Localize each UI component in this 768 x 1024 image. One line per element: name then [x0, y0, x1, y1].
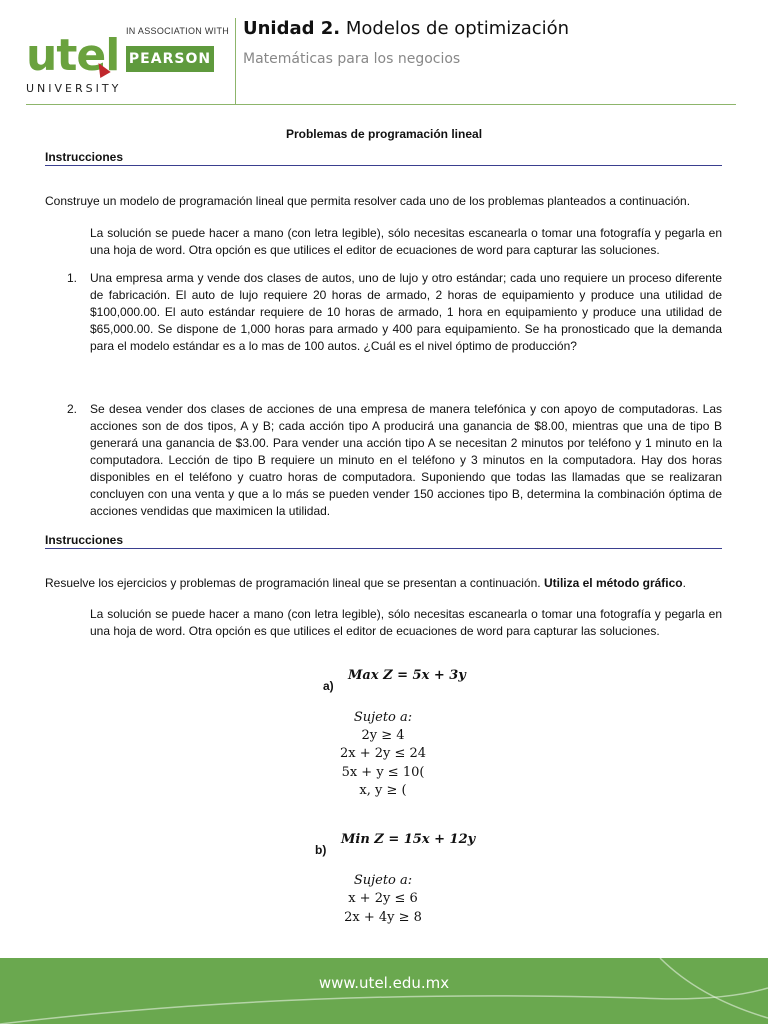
exercise-b-subject: Sujeto a:	[353, 873, 413, 888]
section-1-intro: Construye un modelo de programación lineal que permita resolver cada uno de los problemas planteados a continuación.	[45, 194, 691, 208]
section-2-intro-plain: Resuelve los ejercicios y problemas de programación lineal que se presentan a continuación.	[45, 576, 544, 590]
exercise-a-constraint-3: 5x + y ≤ 10(	[341, 765, 425, 780]
section-heading-2: Instrucciones	[45, 533, 722, 549]
exercise-b-constraint-2: 2x + 4y ≥ 8	[344, 910, 422, 925]
course-subtitle: Matemáticas para los negocios	[243, 51, 461, 67]
section-2-intro-end: .	[682, 576, 686, 590]
problem-text-2: Se desea vender dos clases de acciones de una empresa de manera telefónica y con apoyo de computadoras. Las acciones son de dos tipos, A y B; cada acción tipo A producirá una ganancia de $8.00, mientras que una de tipo B generará una ganancia de $3.00. Para vender una acción tipo A se necesitan 2 minutos por teléfono y 1 minuto en la computadora. Lección de tipo B requiere un minuto en el teléfono y 3 minutos en la computadora. Hay dos horas disponibles en el teléfono y cuatro horas de computadora. Suponiendo que todas las llamadas que se realizaran concluyen con una venta y que a lo más se pueden vender 150 acciones tipo B, determina la combinación óptima de acciones vendidas que maximicen la utilidad.	[90, 402, 722, 518]
pearson-badge: PEARSON	[126, 46, 214, 72]
exercise-a-label: a)	[323, 679, 334, 693]
problem-number-2: 2.	[67, 402, 78, 416]
unit-name: Modelos de optimización	[340, 18, 570, 39]
unit-title	[243, 18, 569, 39]
header-divider-horizontal	[26, 104, 736, 105]
exercise-a-constraint-4: x, y ≥ (	[359, 783, 407, 798]
exercise-a-objective: Max Z = 5x + 3y	[348, 668, 466, 683]
section-2-note: La solución se puede hacer a mano (con letra legible), sólo necesitas escanearla o tomar una fotografía y pegarla en una hoja de word. Otra opción es que utilices el editor de ecuaciones de word para capturar las soluciones.	[90, 607, 722, 638]
exercise-a-constraint-2: 2x + 2y ≤ 24	[339, 746, 427, 761]
utel-logo	[26, 22, 232, 102]
logo-association-text: IN ASSOCIATION WITH	[126, 26, 230, 36]
section-2-intro-emphasis: Utiliza el método gráfico	[543, 576, 683, 590]
footer-bar	[0, 958, 768, 1024]
exercise-a-subject: Sujeto a:	[353, 710, 413, 725]
section-1-note: La solución se puede hacer a mano (con letra legible), sólo necesitas escanearla o tomar una fotografía y pegarla en una hoja de word. Otra opción es que utilices el editor de ecuaciones de word para capturar las soluciones.	[90, 226, 722, 257]
exercise-b-constraint-1: x + 2y ≤ 6	[348, 891, 418, 906]
unit-number: Unidad 2.	[243, 18, 341, 39]
exercise-b-objective: Min Z = 15x + 12y	[341, 832, 476, 847]
problem-text-1: Una empresa arma y vende dos clases de autos, uno de lujo y otro estándar; cada uno requiere un proceso diferente de fabricación. El auto de lujo requiere 20 horas de armado, 2 horas de equipamiento y produce una utilidad de $100,000.00. El auto estándar requiere de 10 horas de armado, 1 hora en equipamiento y produce una utilidad de $65,000.00. Se dispone de 1,000 horas para armado y 400 para equipamiento. Se ha pronosticado que la demanda para el modelo estándar es a lo mas de 100 autos. ¿Cuál es el nivel óptimo de producción?	[90, 271, 722, 353]
section-2-intro	[45, 575, 722, 592]
section-heading-1: Instrucciones	[45, 150, 722, 166]
exercise-a-constraint-1: 2y ≥ 4	[361, 728, 405, 743]
exercise-b-label: b)	[315, 843, 327, 857]
footer-url[interactable]: www.utel.edu.mx	[318, 974, 450, 992]
header-divider-vertical	[235, 18, 236, 104]
document-title: Problemas de programación lineal	[285, 127, 483, 141]
logo-university-text: UNIVERSITY	[26, 82, 122, 95]
problem-number-1: 1.	[67, 271, 78, 285]
logo-wordmark: utel	[26, 30, 120, 81]
